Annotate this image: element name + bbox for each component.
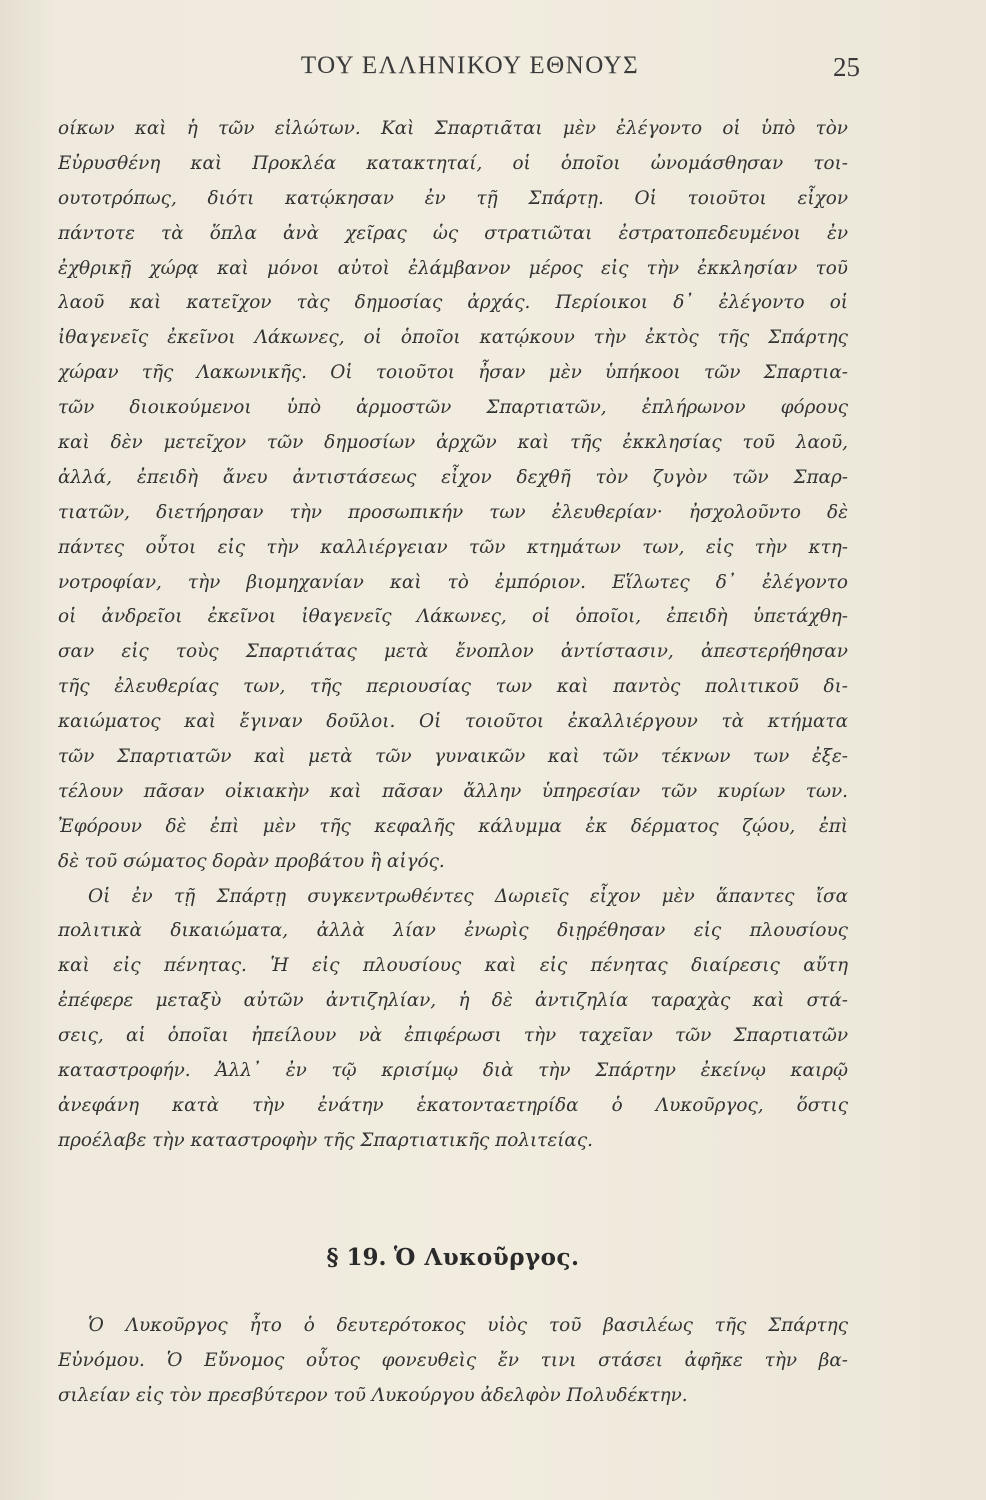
text-line: Ἐφόρουν δὲ ἐπὶ μὲν τῆς κεφαλῆς κάλυμμα ἐκ δέρματος ζῴου, ἐπὶ — [58, 815, 848, 837]
text-line: τῶν διοικούμενοι ὑπὸ ἁρμοστῶν Σπαρτιατῶν, ἐπλήρωνον φόρους — [58, 397, 848, 419]
text-line: καὶ δὲν μετεῖχον τῶν δημοσίων ἀρχῶν καὶ τῆς ἐκκλησίας τοῦ λαοῦ, — [58, 432, 848, 454]
text-line: οίκων καὶ ἡ τῶν εἱλώτων. Καὶ Σπαρτιᾶται μὲν ἐλέγοντο οἱ ὑπὸ τὸν — [58, 118, 848, 139]
section-heading — [58, 1244, 848, 1271]
main-text — [58, 112, 848, 1159]
text-line: πάντοτε τὰ ὅπλα ἀνὰ χεῖρας ὡς στρατιῶται ἐστρατοπεδευμένοι ἐν — [58, 222, 848, 244]
text-line: ἰθαγενεῖς ἐκεῖνοι Λάκωνες, οἱ ὁποῖοι κατῴκουν τὴν ἐκτὸς τῆς Σπάρτης — [58, 327, 848, 349]
text-line: Εὐρυσθένη καὶ Προκλέα κατακτηταί, οἱ ὁποῖοι ὠνομάσθησαν τοι- — [58, 152, 848, 174]
text-line: λαοῦ καὶ κατεῖχον τὰς δημοσίας ἀρχάς. Περίοικοι δ᾽ ἐλέγοντο οἱ — [58, 292, 848, 314]
text-line: τῆς ἐλευθερίας των, τῆς περιουσίας των καὶ παντὸς πολιτικοῦ δι- — [58, 676, 848, 698]
text-line: ἐχθρικῇ χώρᾳ καὶ μόνοι αὐτοὶ ἐλάμβανον μέρος εἰς τὴν ἐκκλησίαν τοῦ — [58, 257, 848, 279]
text-line: ἀλλά, ἐπειδὴ ἄνευ ἀντιστάσεως εἶχον δεχθῆ τὸν ζυγὸν τῶν Σπαρ- — [58, 466, 848, 488]
text-line: δὲ τοῦ σώματος δορὰν προβάτου ἢ αἰγός. — [58, 850, 445, 872]
paragraph-2 — [58, 880, 848, 1159]
text-line: τιατῶν, διετήρησαν τὴν προσωπικήν των ἐλευθερίαν· ἠσχολοῦντο δὲ — [58, 501, 848, 523]
text-line: ἐπέφερε μεταξὺ αὐτῶν ἀντιζηλίαν, ἡ δὲ ἀντιζηλία ταραχὰς καὶ στά- — [58, 990, 848, 1012]
text-line: χώραν τῆς Λακωνικῆς. Οἱ τοιοῦτοι ἦσαν μὲν ὑπήκοοι τῶν Σπαρτια- — [58, 362, 848, 384]
section-title: Ὁ Λυκοῦργος. — [393, 1244, 580, 1271]
text-line: οἱ ἀνδρεῖοι ἐκεῖνοι ἰθαγενεῖς Λάκωνες, οἱ ὁποῖοι, ἐπειδὴ ὑπετάχθη- — [58, 606, 848, 628]
running-header — [60, 52, 860, 92]
text-line: Ὁ Λυκοῦργος ἦτο ὁ δευτερότοκος υἱὸς τοῦ βασιλέως τῆς Σπάρτης — [88, 1315, 848, 1336]
section-text — [58, 1308, 848, 1413]
text-line: σιλείαν εἰς τὸν πρεσβύτερον τοῦ Λυκούργου ἀδελφὸν Πολυδέκτην. — [58, 1384, 688, 1406]
text-line: πολιτικὰ δικαιώματα, ἀλλὰ λίαν ἐνωρὶς διῃρέθησαν εἰς πλουσίους — [58, 920, 848, 942]
text-line: καὶ εἰς πένητας. Ἡ εἰς πλουσίους καὶ εἰς πένητας διαίρεσις αὕτη — [58, 955, 848, 977]
text-line: τῶν Σπαρτιατῶν καὶ μετὰ τῶν γυναικῶν καὶ τῶν τέκνων των ἐξε- — [58, 746, 848, 768]
paragraph-1 — [58, 112, 848, 880]
text-line: Οἱ ἐν τῇ Σπάρτῃ συγκεντρωθέντες Δωριεῖς εἶχον μὲν ἅπαντες ἴσα — [88, 885, 848, 907]
text-line: πάντες οὗτοι εἰς τὴν καλλιέργειαν τῶν κτημάτων των, εἰς τὴν κτη- — [58, 536, 848, 558]
paragraph-3 — [58, 1308, 848, 1413]
text-line: προέλαβε τὴν καταστροφὴν τῆς Σπαρτιατικῆς πολιτείας. — [58, 1129, 593, 1151]
text-line: σαν εἰς τοὺς Σπαρτιάτας μετὰ ἔνοπλον ἀντίστασιν, ἀπεστερήθησαν — [58, 641, 848, 663]
text-line: σεις, αἱ ὁποῖαι ἠπείλουν νὰ ἐπιφέρωσι τὴν ταχεῖαν τῶν Σπαρτιατῶν — [58, 1025, 848, 1047]
text-line: νοτροφίαν, τὴν βιομηχανίαν καὶ τὸ ἐμπόριον. Εἵλωτες δ᾽ ἐλέγοντο — [58, 571, 848, 593]
text-line: τέλουν πᾶσαν οἰκιακὴν καὶ πᾶσαν ἄλλην ὑπηρεσίαν τῶν κυρίων των. — [58, 780, 848, 802]
section-number: § 19. — [326, 1244, 387, 1271]
text-line: καιώματος καὶ ἔγιναν δοῦλοι. Οἱ τοιοῦτοι ἐκαλλιέργουν τὰ κτήματα — [58, 711, 848, 733]
text-line: καταστροφήν. Ἀλλ᾽ ἐν τῷ κρισίμῳ διὰ τὴν Σπάρτην ἐκείνῳ καιρῷ — [58, 1060, 848, 1082]
text-line: ἀνεφάνη κατὰ τὴν ἐνάτην ἑκατονταετηρίδα ὁ Λυκοῦργος, ὅστις — [58, 1094, 848, 1116]
text-line: Εὐνόμου. Ὁ Εὔνομος οὗτος φονευθεὶς ἔν τινι στάσει ἀφῆκε τὴν βα- — [58, 1349, 848, 1371]
text-line: ουτοτρόπως, διότι κατῴκησαν ἐν τῇ Σπάρτῃ. Οἱ τοιοῦτοι εἶχον — [58, 187, 848, 209]
page-number: 25 — [833, 52, 860, 82]
running-title: ΤΟΥ ΕΛΛΗΝΙΚΟΥ ΕΘΝΟΥΣ — [300, 52, 640, 79]
